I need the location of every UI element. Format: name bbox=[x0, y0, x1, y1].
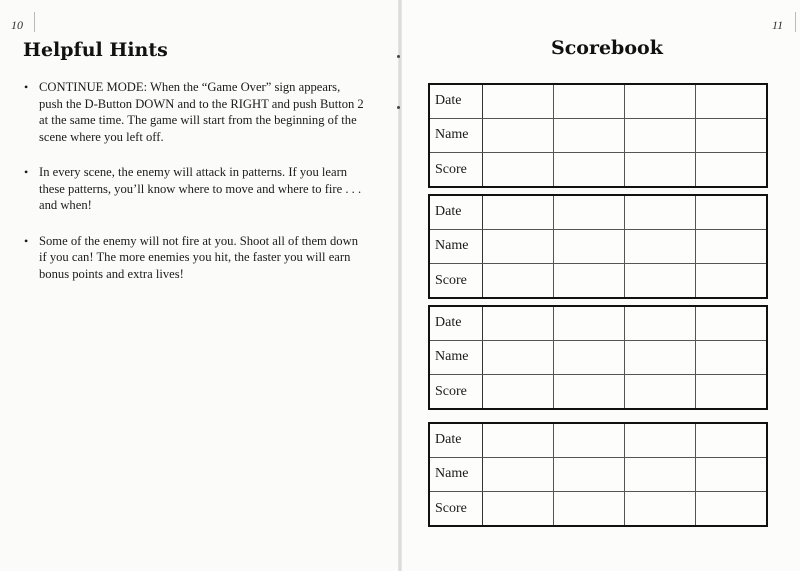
table-row bbox=[429, 229, 767, 263]
row-label-date: Date bbox=[429, 84, 483, 118]
score-cell[interactable] bbox=[696, 153, 767, 187]
score-cell[interactable] bbox=[483, 118, 554, 152]
row-label-score: Score bbox=[429, 492, 483, 526]
print-speck bbox=[397, 106, 400, 109]
score-cell[interactable] bbox=[696, 340, 767, 374]
score-cell[interactable] bbox=[625, 195, 696, 229]
table-row bbox=[429, 375, 767, 409]
left-edge-mark bbox=[34, 12, 35, 32]
hints-list bbox=[22, 79, 367, 301]
score-cell[interactable] bbox=[483, 229, 554, 263]
page-gutter bbox=[398, 0, 402, 571]
scorebook-block-1 bbox=[428, 83, 768, 188]
hint-item bbox=[22, 233, 367, 283]
score-cell[interactable] bbox=[625, 492, 696, 526]
score-cell[interactable] bbox=[696, 492, 767, 526]
score-cell[interactable] bbox=[625, 264, 696, 298]
hint-item bbox=[22, 79, 367, 145]
score-cell[interactable] bbox=[696, 457, 767, 491]
score-cell[interactable] bbox=[696, 375, 767, 409]
row-label-date: Date bbox=[429, 306, 483, 340]
row-label-name: Name bbox=[429, 457, 483, 491]
score-cell[interactable] bbox=[554, 457, 625, 491]
score-cell[interactable] bbox=[483, 375, 554, 409]
scorebook-title: Scorebook bbox=[551, 37, 663, 59]
score-cell[interactable] bbox=[483, 492, 554, 526]
score-cell[interactable] bbox=[483, 423, 554, 457]
score-cell[interactable] bbox=[625, 423, 696, 457]
bullet-icon: • bbox=[24, 80, 29, 94]
score-cell[interactable] bbox=[554, 340, 625, 374]
score-cell[interactable] bbox=[696, 264, 767, 298]
row-label-score: Score bbox=[429, 264, 483, 298]
score-cell[interactable] bbox=[483, 264, 554, 298]
score-cell[interactable] bbox=[554, 84, 625, 118]
score-cell[interactable] bbox=[625, 229, 696, 263]
row-label-name: Name bbox=[429, 340, 483, 374]
score-cell[interactable] bbox=[483, 340, 554, 374]
row-label-name: Name bbox=[429, 229, 483, 263]
table-row bbox=[429, 306, 767, 340]
table-row bbox=[429, 153, 767, 187]
row-label-score: Score bbox=[429, 375, 483, 409]
table-row bbox=[429, 84, 767, 118]
score-cell[interactable] bbox=[483, 195, 554, 229]
helpful-hints-title: Helpful Hints bbox=[23, 39, 168, 61]
left-page-number: 10 bbox=[11, 18, 23, 32]
right-edge-mark bbox=[795, 12, 796, 32]
score-cell[interactable] bbox=[625, 340, 696, 374]
scorebook-block-3 bbox=[428, 305, 768, 410]
score-cell[interactable] bbox=[696, 423, 767, 457]
hint-text: Some of the enemy will not fire at you. Shoot all of them down if you can! The more enemies you hit, the faster you will earn bonus points and extra lives! bbox=[39, 233, 358, 281]
table-row bbox=[429, 340, 767, 374]
score-cell[interactable] bbox=[483, 84, 554, 118]
score-cell[interactable] bbox=[554, 264, 625, 298]
score-cell[interactable] bbox=[625, 153, 696, 187]
hint-text: CONTINUE MODE: When the “Game Over” sign appears, push the D-Button DOWN and to the RIGHT and push Button 2 at the same time. The game will start from the beginning of the scene where you left off. bbox=[39, 80, 364, 144]
table-row bbox=[429, 195, 767, 229]
score-cell[interactable] bbox=[696, 195, 767, 229]
row-label-score: Score bbox=[429, 153, 483, 187]
score-cell[interactable] bbox=[554, 492, 625, 526]
score-cell[interactable] bbox=[554, 229, 625, 263]
score-cell[interactable] bbox=[696, 306, 767, 340]
score-cell[interactable] bbox=[696, 229, 767, 263]
score-cell[interactable] bbox=[554, 195, 625, 229]
score-cell[interactable] bbox=[483, 457, 554, 491]
score-cell[interactable] bbox=[554, 153, 625, 187]
score-cell[interactable] bbox=[696, 118, 767, 152]
score-cell[interactable] bbox=[696, 84, 767, 118]
row-label-date: Date bbox=[429, 423, 483, 457]
score-cell[interactable] bbox=[483, 306, 554, 340]
score-cell[interactable] bbox=[625, 457, 696, 491]
table-row bbox=[429, 423, 767, 457]
score-cell[interactable] bbox=[625, 84, 696, 118]
row-label-name: Name bbox=[429, 118, 483, 152]
score-cell[interactable] bbox=[554, 118, 625, 152]
row-label-date: Date bbox=[429, 195, 483, 229]
score-cell[interactable] bbox=[554, 306, 625, 340]
table-row bbox=[429, 118, 767, 152]
score-cell[interactable] bbox=[625, 306, 696, 340]
hint-item bbox=[22, 164, 367, 214]
right-page-number: 11 bbox=[772, 18, 784, 32]
bullet-icon: • bbox=[24, 165, 29, 179]
scorebook-block-4 bbox=[428, 422, 768, 527]
bullet-icon: • bbox=[24, 233, 29, 248]
scorebook-block-2 bbox=[428, 194, 768, 299]
table-row bbox=[429, 457, 767, 491]
score-cell[interactable] bbox=[625, 375, 696, 409]
score-cell[interactable] bbox=[483, 153, 554, 187]
hint-text: In every scene, the enemy will attack in patterns. If you learn these patterns, you’ll know where to move and where to fire . . . and when! bbox=[39, 165, 362, 212]
score-cell[interactable] bbox=[554, 375, 625, 409]
table-row bbox=[429, 492, 767, 526]
print-speck bbox=[397, 55, 400, 58]
score-cell[interactable] bbox=[625, 118, 696, 152]
table-row bbox=[429, 264, 767, 298]
score-cell[interactable] bbox=[554, 423, 625, 457]
